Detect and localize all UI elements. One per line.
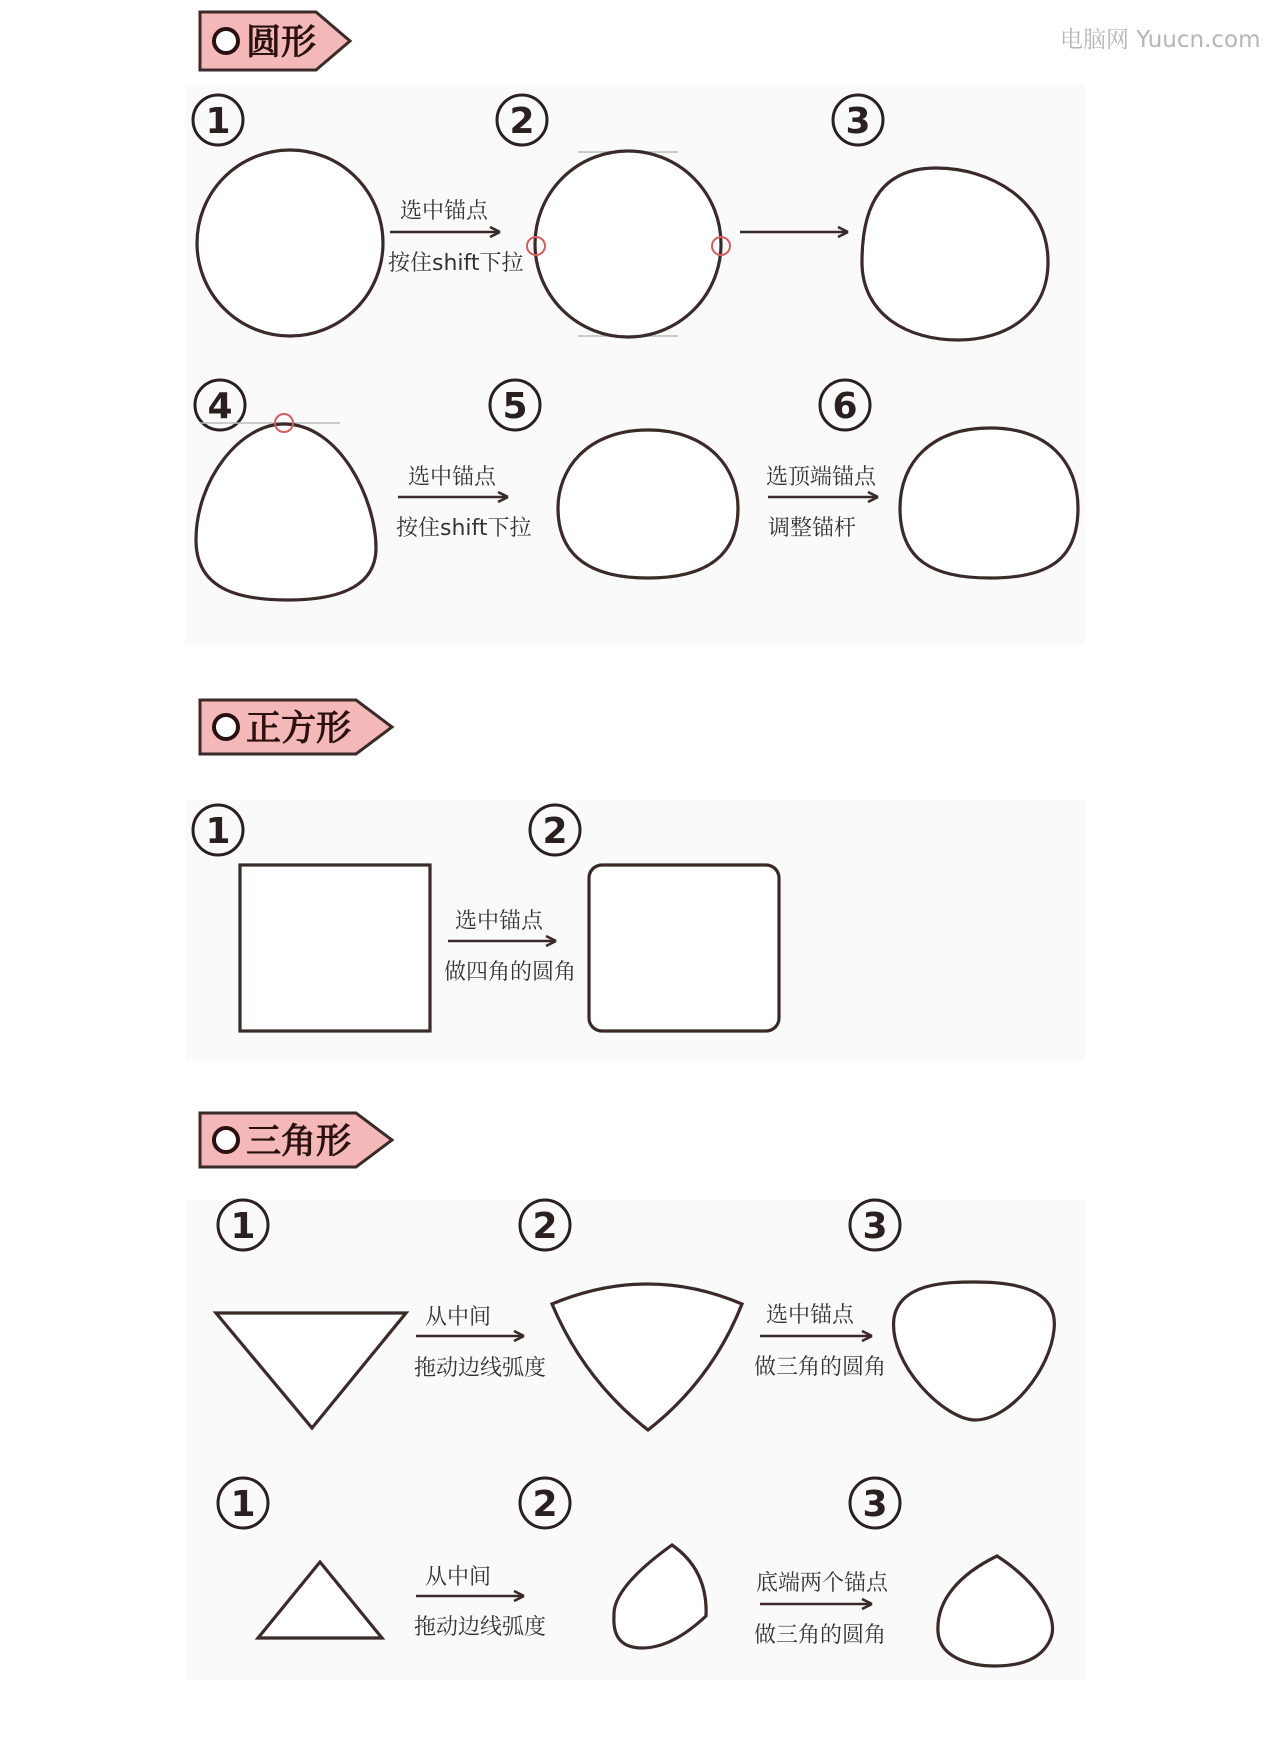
- section-title-circle: [200, 12, 350, 70]
- note-text: 拖动边线弧度: [414, 1615, 547, 1640]
- svg-text:6: 6: [832, 386, 858, 427]
- svg-text:5: 5: [502, 386, 528, 427]
- svg-text:2: 2: [509, 101, 535, 142]
- note-text: 做四角的圆角: [444, 960, 577, 985]
- section-title-square: [200, 700, 392, 754]
- svg-text:4: 4: [207, 386, 233, 427]
- note-text: 按住shift下拉: [396, 516, 532, 541]
- note-text: 调整锚杆: [768, 516, 857, 541]
- section-title-triangle: [200, 1113, 392, 1167]
- note-text: 选中锚点: [400, 199, 489, 224]
- square-shape: [240, 865, 430, 1031]
- svg-text:1: 1: [205, 101, 231, 142]
- note-text: 从中间: [425, 1305, 492, 1330]
- dome-shape: [558, 430, 738, 578]
- section-title-text: 三角形: [246, 1122, 352, 1162]
- svg-text:3: 3: [862, 1484, 888, 1525]
- svg-text:3: 3: [845, 101, 871, 142]
- svg-text:2: 2: [532, 1484, 558, 1525]
- svg-text:1: 1: [230, 1484, 256, 1525]
- note-text: 选中锚点: [766, 1303, 855, 1328]
- note-text: 从中间: [425, 1565, 492, 1590]
- section-title-text: 圆形: [246, 23, 317, 63]
- note-text: 选中锚点: [408, 465, 497, 490]
- note-text: 做三角的圆角: [754, 1355, 887, 1380]
- svg-text:1: 1: [205, 811, 231, 852]
- note-text: 按住shift下拉: [388, 251, 524, 276]
- circle-shape: [197, 150, 383, 336]
- svg-text:1: 1: [230, 1206, 256, 1247]
- note-text: 拖动边线弧度: [414, 1356, 547, 1381]
- note-text: 做三角的圆角: [754, 1623, 887, 1648]
- svg-text:3: 3: [862, 1206, 888, 1247]
- watermark: 电脑网 Yuucn.com: [1060, 27, 1261, 53]
- note-text: 选中锚点: [455, 909, 544, 934]
- rounded-dome-shape: [900, 428, 1078, 578]
- note-text: 底端两个锚点: [756, 1571, 889, 1596]
- section-title-text: 正方形: [246, 709, 352, 749]
- svg-text:2: 2: [542, 811, 568, 852]
- note-text: 选顶端锚点: [766, 465, 877, 490]
- rounded-square-shape: [589, 865, 779, 1031]
- svg-text:2: 2: [532, 1206, 558, 1247]
